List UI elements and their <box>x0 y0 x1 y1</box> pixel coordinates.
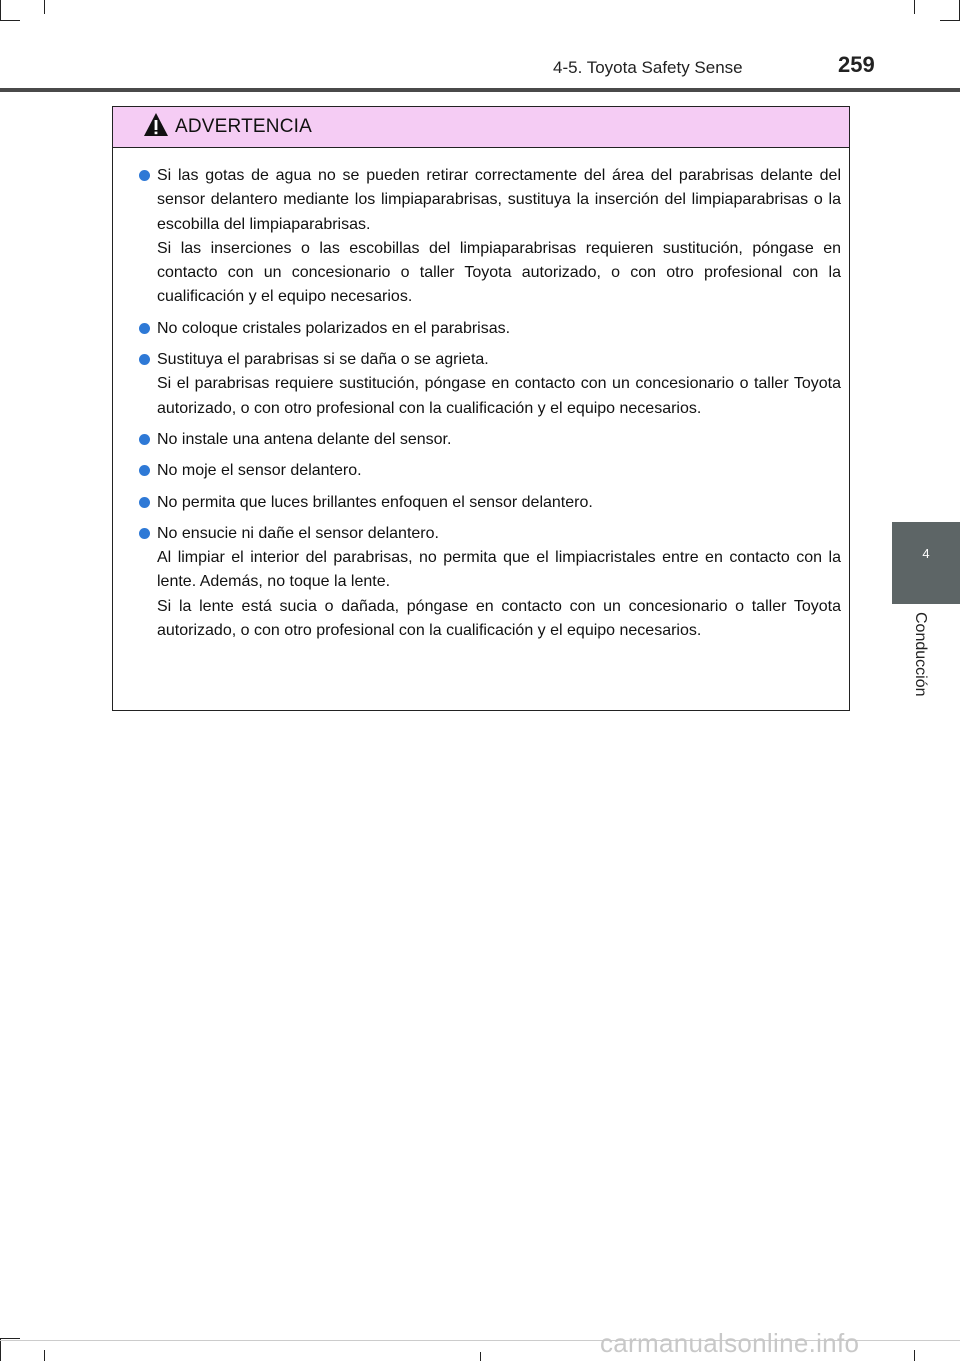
warning-item <box>137 164 841 310</box>
bullet-icon <box>139 528 150 539</box>
crop-mark <box>480 1352 481 1361</box>
warning-text: Al limpiar el interior del parabrisas, no permita que el limpiacristales entre en contacto con la lente. Además, no toque la lente. <box>157 549 841 591</box>
bullet-icon <box>139 497 150 508</box>
bullet-icon <box>139 434 150 445</box>
warning-item <box>137 348 841 421</box>
warning-title: ADVERTENCIA <box>175 116 312 137</box>
warning-text: Si el parabrisas requiere sustitución, póngase en contacto con un concesionario o taller Toyota autorizado, o con otro profesional con la cualificación y el equipo necesarios. <box>157 375 841 417</box>
crop-mark <box>0 1338 1 1361</box>
bullet-icon <box>139 465 150 476</box>
crop-mark <box>940 20 960 21</box>
warning-text: No moje el sensor delantero. <box>157 462 362 480</box>
chapter-tab[interactable] <box>892 522 960 604</box>
bullet-icon <box>139 170 150 181</box>
warning-text: Si las inserciones o las escobillas del limpiaparabrisas requieren sustitución, póngase en contacto con un concesionario o taller Toyota autorizado, o con otro profesional con la cualificación y el equipo necesarios. <box>157 239 841 306</box>
crop-mark <box>44 0 45 14</box>
warning-text: Sustituya el parabrisas si se daña o se agrieta. <box>157 351 489 369</box>
watermark[interactable]: carmanualsonline.info <box>600 1328 860 1358</box>
chapter-tab-number: 4 <box>922 546 930 561</box>
bullet-icon <box>139 354 150 365</box>
bullet-icon <box>139 323 150 334</box>
crop-mark <box>0 1338 20 1339</box>
warning-item <box>137 428 841 452</box>
warning-body <box>113 148 849 643</box>
warning-item <box>137 491 841 515</box>
section-title: 4-5. Toyota Safety Sense <box>553 58 743 77</box>
crop-mark <box>44 1350 45 1361</box>
crop-mark <box>914 0 915 14</box>
warning-triangle-icon <box>143 112 169 138</box>
chapter-label <box>910 612 930 708</box>
warning-item <box>137 317 841 341</box>
crop-mark <box>914 1350 915 1361</box>
warning-item <box>137 522 841 643</box>
warning-text: Si la lente está sucia o dañada, póngase en contacto con un concesionario o taller Toyota autorizado, o con otro profesional con la cualificación y el equipo necesarios. <box>157 597 841 640</box>
warning-item <box>137 459 841 483</box>
warning-header <box>113 107 849 148</box>
page-number: 259 <box>838 52 875 77</box>
warning-text: No coloque cristales polarizados en el parabrisas. <box>157 319 511 337</box>
header-rule <box>0 88 960 92</box>
crop-mark <box>0 0 1 20</box>
crop-mark <box>0 20 20 21</box>
warning-text: No permita que luces brillantes enfoquen el sensor delantero. <box>157 493 593 511</box>
warning-text: No ensucie ni dañe el sensor delantero. <box>157 524 439 542</box>
warning-text: No instale una antena delante del sensor. <box>157 430 452 448</box>
warning-box <box>112 106 850 711</box>
chapter-label-text: Conducción <box>912 612 929 697</box>
warning-text: Si las gotas de agua no se pueden retirar correctamente del área del parabrisas delante del sensor delantero mediante los limpiaparabrisas, sustituya la inserción del limpiaparabrisas o la escobilla del limpiaparabrisas. <box>157 167 841 233</box>
